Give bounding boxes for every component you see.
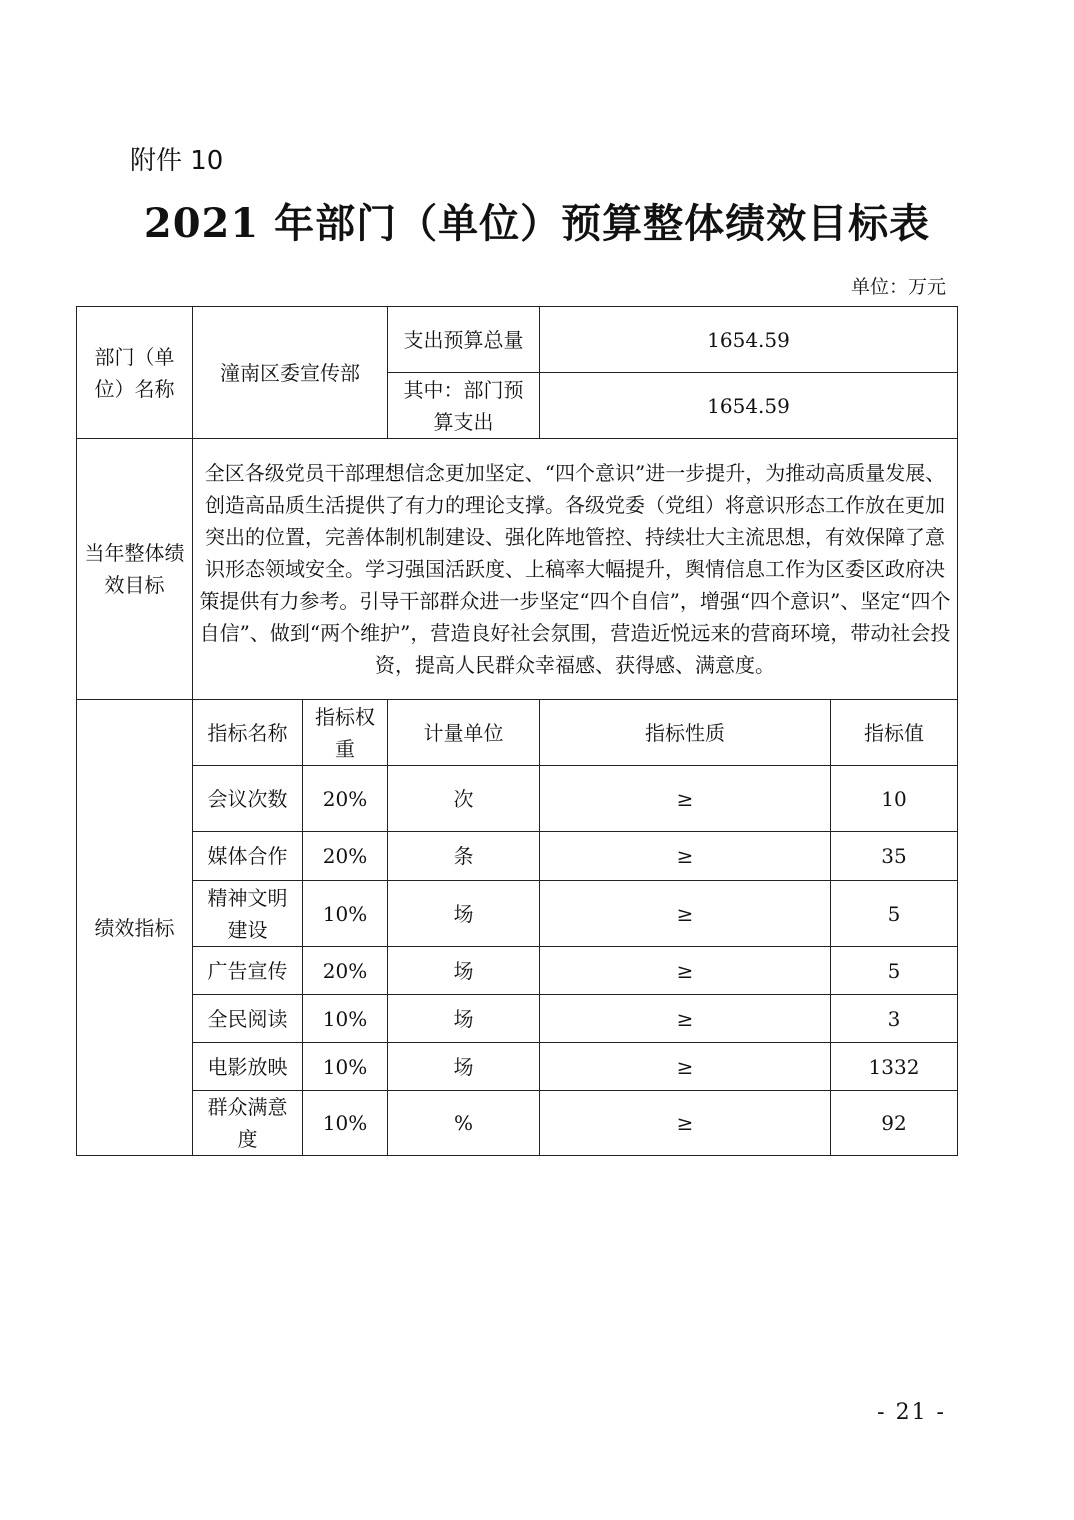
header-value: 指标值	[831, 700, 958, 766]
indicator-nature: ≥	[540, 766, 831, 832]
indicator-weight: 20%	[303, 766, 388, 832]
indicator-weight: 20%	[303, 832, 388, 881]
indicator-nature: ≥	[540, 1043, 831, 1091]
table-row	[77, 947, 958, 995]
indicator-value: 35	[831, 832, 958, 881]
table-row	[77, 766, 958, 832]
header-name: 指标名称	[193, 700, 303, 766]
indicator-weight: 20%	[303, 947, 388, 995]
indicator-value: 10	[831, 766, 958, 832]
document-title: 2021 年部门（单位）预算整体绩效目标表	[143, 200, 931, 247]
indicator-weight: 10%	[303, 881, 388, 947]
indicator-value: 3	[831, 995, 958, 1043]
goal-label: 当年整体绩效目标	[77, 439, 193, 700]
table-row	[77, 832, 958, 881]
indicator-unit: 场	[388, 995, 540, 1043]
dept-budget-label: 其中：部门预算支出	[388, 373, 540, 439]
indicator-name: 群众满意度	[193, 1091, 303, 1156]
indicator-nature: ≥	[540, 1091, 831, 1156]
indicator-unit: 场	[388, 881, 540, 947]
indicator-name: 广告宣传	[193, 947, 303, 995]
dept-name: 潼南区委宣传部	[193, 307, 388, 439]
indicator-weight: 10%	[303, 1091, 388, 1156]
indicator-value: 92	[831, 1091, 958, 1156]
table-row	[77, 1043, 958, 1091]
total-budget-value: 1654.59	[540, 307, 958, 373]
indicator-weight: 10%	[303, 1043, 388, 1091]
header-weight: 指标权重	[303, 700, 388, 766]
indicator-nature: ≥	[540, 881, 831, 947]
indicator-nature: ≥	[540, 832, 831, 881]
indicator-nature: ≥	[540, 995, 831, 1043]
unit-note: 单位：万元	[850, 276, 946, 298]
attachment-label: 附件 10	[130, 146, 224, 176]
indicator-unit: %	[388, 1091, 540, 1156]
indicator-unit: 场	[388, 947, 540, 995]
indicator-weight: 10%	[303, 995, 388, 1043]
indicator-unit: 条	[388, 832, 540, 881]
indicator-nature: ≥	[540, 947, 831, 995]
header-unit: 计量单位	[388, 700, 540, 766]
dept-label: 部门（单位）名称	[77, 307, 193, 439]
header-nature: 指标性质	[540, 700, 831, 766]
indicator-value: 1332	[831, 1043, 958, 1091]
indicator-name: 会议次数	[193, 766, 303, 832]
table-row	[77, 881, 958, 947]
total-budget-label: 支出预算总量	[388, 307, 540, 373]
table-row	[77, 995, 958, 1043]
indicator-value: 5	[831, 947, 958, 995]
indicator-value: 5	[831, 881, 958, 947]
performance-table	[76, 306, 958, 1156]
page-number: - 21 -	[877, 1400, 946, 1425]
indicators-label: 绩效指标	[77, 700, 193, 1156]
indicator-name: 电影放映	[193, 1043, 303, 1091]
indicator-name: 媒体合作	[193, 832, 303, 881]
dept-budget-value: 1654.59	[540, 373, 958, 439]
goal-text: 全区各级党员干部理想信念更加坚定、“四个意识”进一步提升，为推动高质量发展、创造高品质生活提供了有力的理论支撑。各级党委（党组）将意识形态工作放在更加突出的位置，完善体制机制建设、强化阵地管控、持续壮大主流思想，有效保障了意识形态领域安全。学习强国活跃度、上稿率大幅提升，舆情信息工作为区委区政府决策提供有力参考。引导干部群众进一步坚定“四个自信”，增强“四个意识”、坚定“四个自信”、做到“两个维护”，营造良好社会氛围，营造近悦远来的营商环境，带动社会投资，提高人民群众幸福感、获得感、满意度。	[193, 439, 958, 700]
indicator-unit: 次	[388, 766, 540, 832]
indicator-name: 精神文明建设	[193, 881, 303, 947]
indicator-name: 全民阅读	[193, 995, 303, 1043]
table-row	[77, 1091, 958, 1156]
indicator-unit: 场	[388, 1043, 540, 1091]
